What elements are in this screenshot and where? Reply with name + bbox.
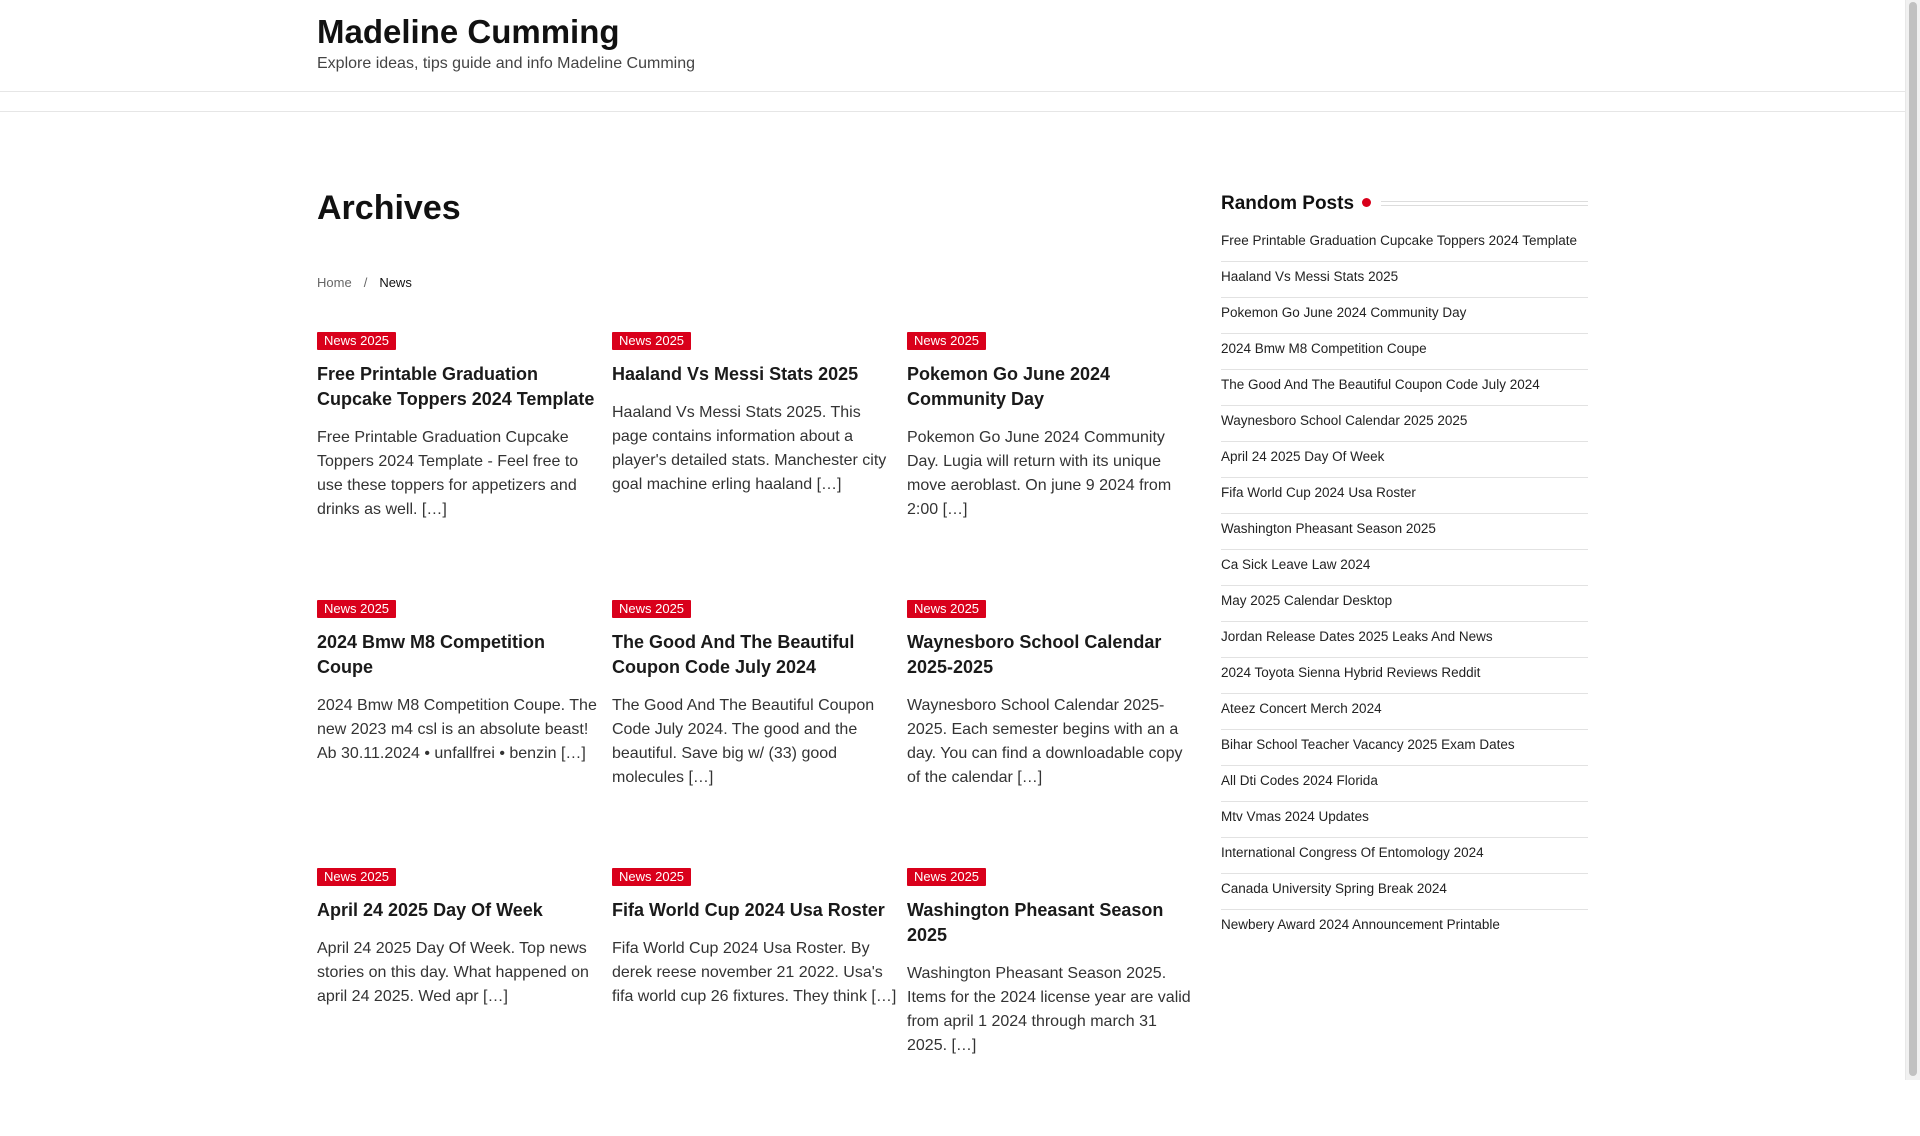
list-item	[1221, 550, 1588, 586]
list-item	[1221, 406, 1588, 442]
widget-header	[1221, 190, 1588, 218]
random-post-link[interactable]: Bihar School Teacher Vacancy 2025 Exam Dates	[1221, 737, 1515, 752]
post-excerpt: The Good And The Beautiful Coupon Code July 2024. The good and the beautiful. Save big w/ (33) good molecules […]	[612, 697, 875, 786]
random-post-link[interactable]: Mtv Vmas 2024 Updates	[1221, 809, 1369, 824]
post-grid	[317, 332, 1197, 1136]
category-badge[interactable]: News 2025	[612, 868, 691, 886]
post-card	[612, 332, 899, 600]
post-excerpt: 2024 Bmw M8 Competition Coupe. The new 2023 m4 csl is an absolute beast! Ab 30.11.2024 • unfallfrei • benzin […]	[317, 697, 597, 762]
random-post-link[interactable]: The Good And The Beautiful Coupon Code July 2024	[1221, 377, 1540, 392]
nav-bar	[0, 90, 1905, 112]
random-post-link[interactable]: International Congress Of Entomology 2024	[1221, 845, 1484, 860]
list-item	[1221, 802, 1588, 838]
post-title-link[interactable]: Free Printable Graduation Cupcake Toppers 2024 Template	[317, 364, 595, 409]
list-item	[1221, 694, 1588, 730]
page-title: Archives	[317, 189, 461, 227]
random-post-link[interactable]: Ca Sick Leave Law 2024	[1221, 557, 1371, 572]
list-item	[1221, 874, 1588, 910]
list-item	[1221, 262, 1588, 298]
post-title-link[interactable]: Fifa World Cup 2024 Usa Roster	[612, 900, 885, 920]
random-post-link[interactable]: All Dti Codes 2024 Florida	[1221, 773, 1378, 788]
list-item	[1221, 658, 1588, 694]
post-excerpt: April 24 2025 Day Of Week. Top news stories on this day. What happened on april 24 2025. Wed apr […]	[317, 940, 589, 1005]
post-excerpt: Waynesboro School Calendar 2025-2025. Each semester begins with an a day. You can find a downloadable copy of the calendar […]	[907, 697, 1183, 786]
page-scrollbar[interactable]	[1905, 0, 1920, 1080]
random-post-link[interactable]: Haaland Vs Messi Stats 2025	[1221, 269, 1399, 284]
post-excerpt: Free Printable Graduation Cupcake Toppers 2024 Template - Feel free to use these toppers for appetizers and drinks as well. […]	[317, 429, 579, 518]
random-post-link[interactable]: 2024 Bmw M8 Competition Coupe	[1221, 341, 1427, 356]
post-excerpt: Pokemon Go June 2024 Community Day. Lugia will return with its unique move aeroblast. On june 9 2024 from 2:00 […]	[907, 429, 1172, 518]
widget-title	[1221, 190, 1381, 218]
random-post-link[interactable]: April 24 2025 Day Of Week	[1221, 449, 1385, 464]
category-badge[interactable]: News 2025	[317, 332, 396, 350]
post-card	[612, 868, 899, 1136]
post-excerpt: Washington Pheasant Season 2025. Items for the 2024 license year are valid from april 1 2024 through march 31 2025. […]	[907, 965, 1191, 1054]
category-badge[interactable]: News 2025	[907, 600, 986, 618]
post-title-link[interactable]: April 24 2025 Day Of Week	[317, 900, 543, 920]
breadcrumb-separator: /	[363, 275, 368, 290]
site-title[interactable]: Madeline Cumming	[317, 13, 620, 50]
list-item	[1221, 910, 1588, 946]
random-post-link[interactable]: Ateez Concert Merch 2024	[1221, 701, 1382, 716]
post-title-link[interactable]: Waynesboro School Calendar 2025-2025	[907, 632, 1162, 677]
category-badge[interactable]: News 2025	[317, 600, 396, 618]
list-item	[1221, 586, 1588, 622]
random-post-link[interactable]: Fifa World Cup 2024 Usa Roster	[1221, 485, 1416, 500]
site-header	[0, 0, 1905, 92]
post-card	[907, 868, 1194, 1136]
list-item	[1221, 334, 1588, 370]
post-title-link[interactable]: The Good And The Beautiful Coupon Code July 2024	[612, 632, 855, 677]
post-card	[612, 600, 899, 868]
post-title-link[interactable]: 2024 Bmw M8 Competition Coupe	[317, 632, 546, 677]
post-title-link[interactable]: Washington Pheasant Season 2025	[907, 900, 1164, 945]
post-title-link[interactable]: Haaland Vs Messi Stats 2025	[612, 364, 859, 384]
random-post-link[interactable]: Jordan Release Dates 2025 Leaks And News	[1221, 629, 1493, 644]
site-tagline: Explore ideas, tips guide and info Madeline Cumming	[317, 55, 695, 72]
list-item	[1221, 298, 1588, 334]
random-post-link[interactable]: Newbery Award 2024 Announcement Printable	[1221, 917, 1500, 932]
random-post-link[interactable]: Waynesboro School Calendar 2025 2025	[1221, 413, 1468, 428]
list-item	[1221, 370, 1588, 406]
post-card	[907, 600, 1194, 868]
random-post-link[interactable]: May 2025 Calendar Desktop	[1221, 593, 1393, 608]
list-item	[1221, 442, 1588, 478]
post-card	[317, 332, 604, 600]
category-badge[interactable]: News 2025	[317, 868, 396, 886]
list-item	[1221, 226, 1588, 262]
category-badge[interactable]: News 2025	[907, 332, 986, 350]
random-post-link[interactable]: 2024 Toyota Sienna Hybrid Reviews Reddit	[1221, 665, 1481, 680]
list-item	[1221, 766, 1588, 802]
breadcrumb-current: News	[379, 275, 412, 290]
post-title-link[interactable]: Pokemon Go June 2024 Community Day	[907, 364, 1111, 409]
list-item	[1221, 838, 1588, 874]
random-post-link[interactable]: Washington Pheasant Season 2025	[1221, 521, 1436, 536]
list-item	[1221, 622, 1588, 658]
list-item	[1221, 478, 1588, 514]
red-dot-icon	[1362, 198, 1371, 207]
random-posts-list	[1221, 226, 1588, 946]
category-badge[interactable]: News 2025	[907, 868, 986, 886]
post-card	[317, 600, 604, 868]
random-post-link[interactable]: Pokemon Go June 2024 Community Day	[1221, 305, 1467, 320]
post-card	[317, 868, 604, 1136]
category-badge[interactable]: News 2025	[612, 600, 691, 618]
post-excerpt: Fifa World Cup 2024 Usa Roster. By derek reese november 21 2022. Usa's fifa world cup 26 fixtures. They think […]	[612, 940, 897, 1005]
widget-title-text: Random Posts	[1221, 193, 1355, 214]
scrollbar-thumb[interactable]	[1909, 2, 1917, 1076]
random-post-link[interactable]: Canada University Spring Break 2024	[1221, 881, 1447, 896]
breadcrumb-home-link[interactable]: Home	[317, 275, 352, 290]
breadcrumb	[317, 274, 412, 292]
list-item	[1221, 514, 1588, 550]
post-excerpt: Haaland Vs Messi Stats 2025. This page contains information about a player's detailed stats. Manchester city goal machine erling haaland […]	[612, 404, 887, 493]
post-card	[907, 332, 1194, 600]
list-item	[1221, 730, 1588, 766]
random-post-link[interactable]: Free Printable Graduation Cupcake Toppers 2024 Template	[1221, 233, 1577, 248]
sidebar-random-posts	[1221, 190, 1588, 946]
category-badge[interactable]: News 2025	[612, 332, 691, 350]
